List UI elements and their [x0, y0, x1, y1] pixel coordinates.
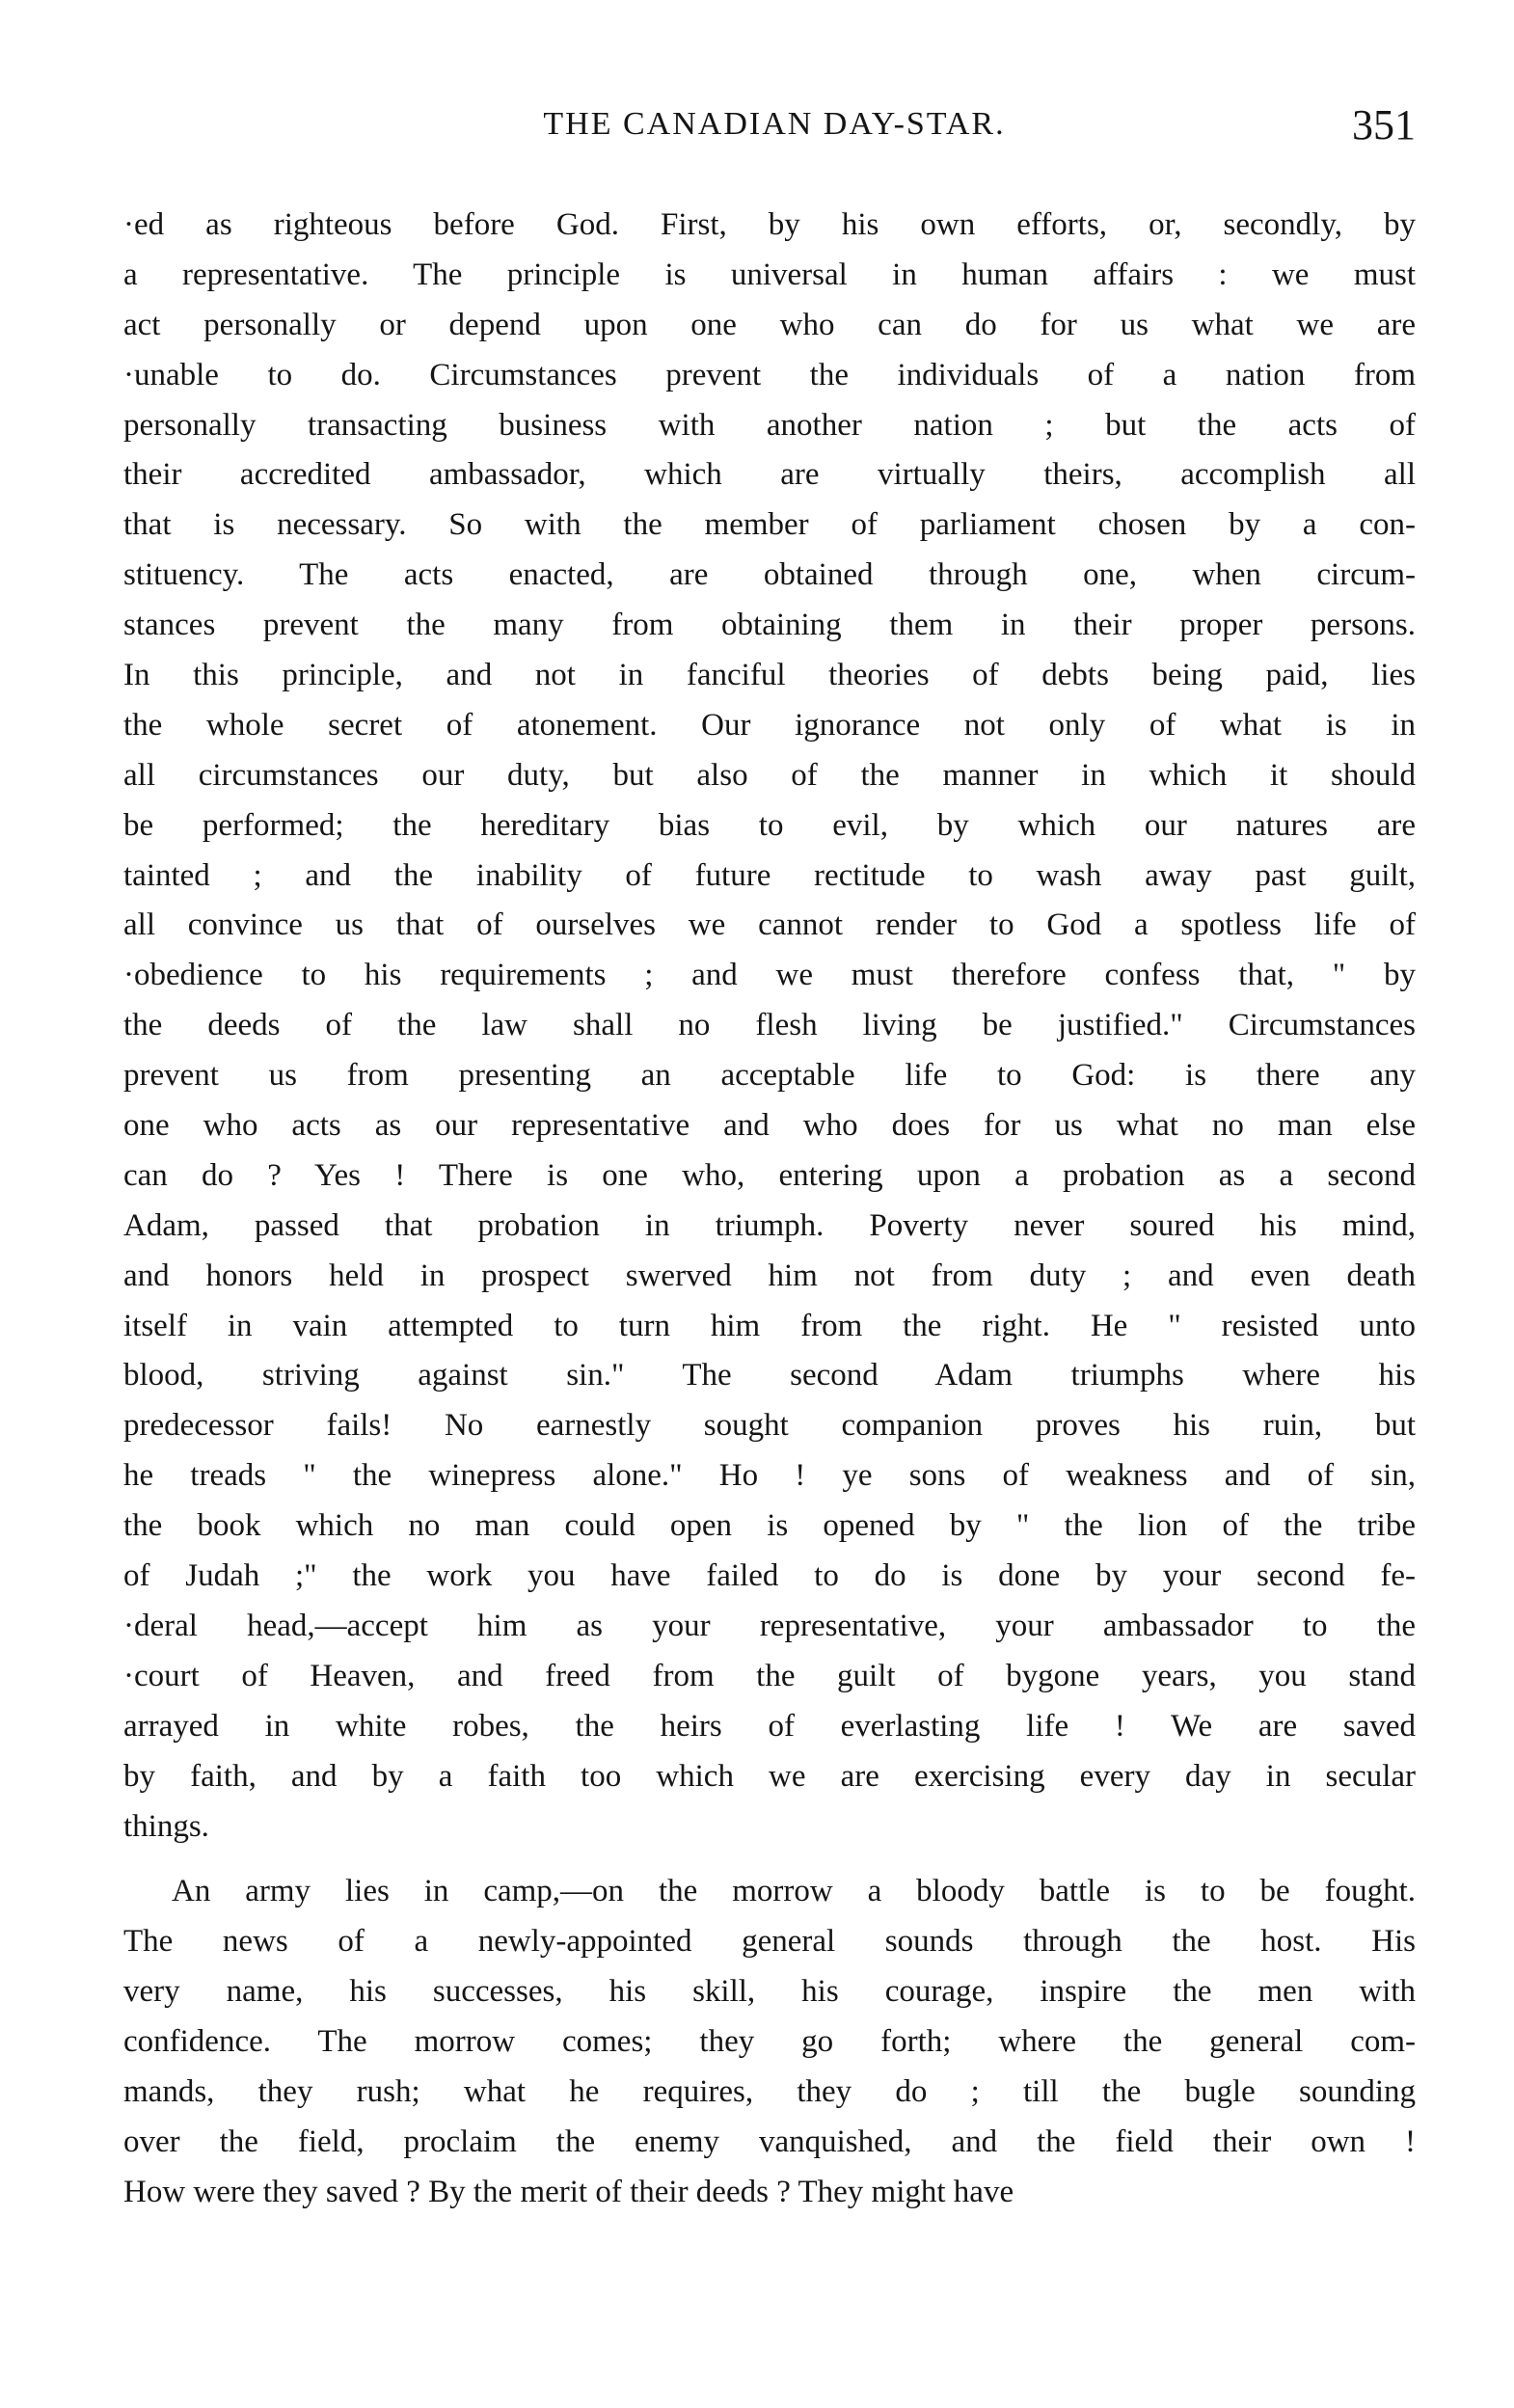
- text-line: the book which no man could open is opened by " the lion of the tribe: [123, 1508, 1416, 1544]
- body-text: [123, 201, 1416, 2218]
- page-header: [133, 100, 1416, 158]
- text-line: prevent us from presenting an acceptable life to God: is there any: [123, 1058, 1416, 1094]
- text-line: their accredited ambassador, which are virtually theirs, accomplish all: [123, 457, 1416, 493]
- text-line: An army lies in camp,—on the morrow a bloody battle is to be fought.: [172, 1874, 1416, 1909]
- text-line: stituency. The acts enacted, are obtained through one, when circum-: [123, 557, 1416, 593]
- text-line: over the field, proclaim the enemy vanquished, and the field their own !: [123, 2124, 1416, 2159]
- text-line: act personally or depend upon one who can do for us what we are: [123, 307, 1416, 342]
- text-line: itself in vain attempted to turn him from the right. He " resisted unto: [123, 1308, 1416, 1343]
- text-line: ·unable to do. Circumstances prevent the individuals of a nation from: [123, 357, 1416, 392]
- text-line: How were they saved ? By the merit of their deeds ? They might have: [123, 2174, 1014, 2209]
- text-line: The news of a newly-appointed general sounds through the host. His: [123, 1924, 1416, 1960]
- text-line: the deeds of the law shall no flesh living be justified." Circumstances: [123, 1008, 1416, 1043]
- text-line: arrayed in white robes, the heirs of everlasting life ! We are saved: [123, 1708, 1416, 1744]
- paragraph-1: [123, 201, 1416, 1852]
- text-line: by faith, and by a faith too which we are exercising every day in secular: [123, 1758, 1416, 1794]
- text-line: the whole secret of atonement. Our ignorance not only of what is in: [123, 707, 1416, 743]
- text-line: of Judah ;" the work you have failed to do is done by your second fe-: [123, 1558, 1416, 1594]
- paragraph-2: [123, 1867, 1416, 2217]
- text-line: be performed; the hereditary bias to evil, by which our natures are: [123, 807, 1416, 843]
- text-line: very name, his successes, his skill, his courage, inspire the men with: [123, 1974, 1416, 2010]
- text-line: ·obedience to his requirements ; and we must therefore confess that, " by: [123, 958, 1416, 993]
- text-line: all convince us that of ourselves we cannot render to God a spotless life of: [123, 907, 1416, 943]
- text-line: ·ed as righteous before God. First, by his own efforts, or, secondly, by: [123, 207, 1416, 242]
- text-line: confidence. The morrow comes; they go forth; where the general com-: [123, 2024, 1416, 2060]
- text-line: Adam, passed that probation in triumph. Poverty never soured his mind,: [123, 1207, 1416, 1243]
- text-line: he treads " the winepress alone." Ho ! ye sons of weakness and of sin,: [123, 1458, 1416, 1494]
- text-line: one who acts as our representative and who does for us what no man else: [123, 1108, 1416, 1144]
- running-title: THE CANADIAN DAY-STAR.: [543, 106, 1006, 142]
- text-line: predecessor fails! No earnestly sought companion proves his ruin, but: [123, 1408, 1416, 1444]
- text-line: that is necessary. So with the member of parliament chosen by a con-: [123, 507, 1416, 543]
- text-line: ·deral head,—accept him as your representative, your ambassador to the: [123, 1608, 1416, 1643]
- text-line: things.: [123, 1808, 209, 1844]
- paragraph-gap: [123, 1852, 1416, 1867]
- text-line: blood, striving against sin." The second Adam triumphs where his: [123, 1358, 1416, 1393]
- text-line: all circumstances our duty, but also of the manner in which it should: [123, 757, 1416, 793]
- text-line: ·court of Heaven, and freed from the guilt of bygone years, you stand: [123, 1658, 1416, 1693]
- text-line: stances prevent the many from obtaining them in their proper persons.: [123, 608, 1416, 643]
- text-line: personally transacting business with another nation ; but the acts of: [123, 407, 1416, 443]
- text-line: can do ? Yes ! There is one who, entering upon a probation as a second: [123, 1157, 1416, 1193]
- text-line: and honors held in prospect swerved him not from duty ; and even death: [123, 1258, 1416, 1293]
- text-line: mands, they rush; what he requires, they do ; till the bugle sounding: [123, 2073, 1416, 2109]
- page-number: 351: [1352, 101, 1416, 149]
- text-line: In this principle, and not in fanciful theories of debts being paid, lies: [123, 658, 1416, 693]
- text-line: a representative. The principle is universal in human affairs : we must: [123, 257, 1416, 292]
- text-line: tainted ; and the inability of future rectitude to wash away past guilt,: [123, 857, 1416, 893]
